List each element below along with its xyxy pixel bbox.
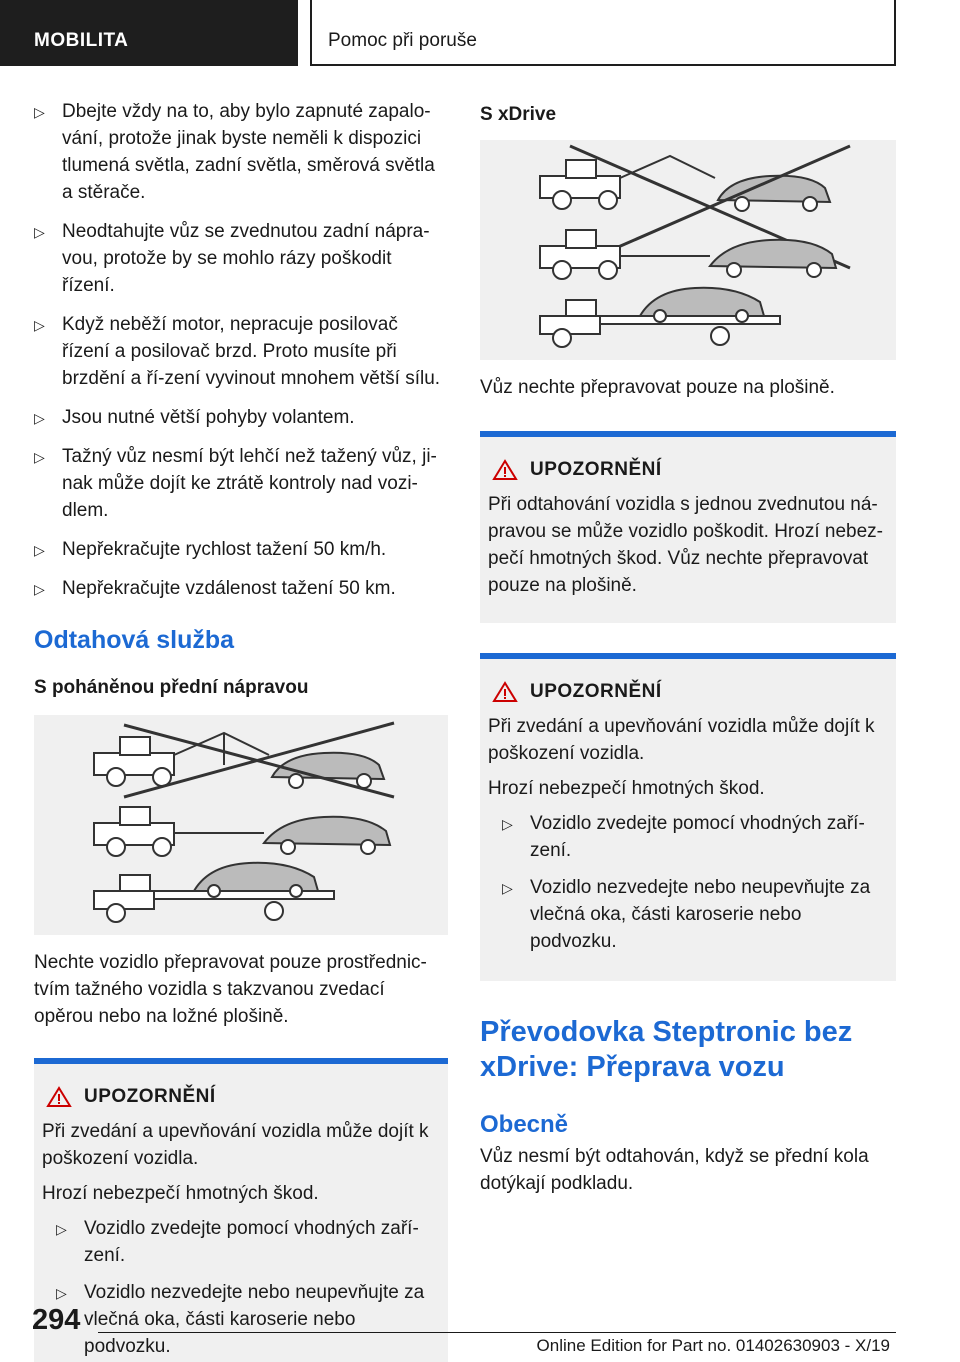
list-item: ▷ Dbejte vždy na to, aby bylo zapnuté zapalo‐vání, protože jinak byste neměli k dispozici tlumená světla, zadní světla, směrová světla a stěrače. bbox=[34, 101, 435, 203]
warning-title: UPOZORNĚNÍ bbox=[84, 1086, 216, 1107]
subsection-title: Obecně bbox=[480, 1111, 569, 1138]
triangle-right-icon: ▷ bbox=[34, 410, 45, 426]
warning-text: Hrozí nebezpečí hmotných škod. bbox=[42, 1183, 319, 1204]
right-column bbox=[480, 98, 896, 1197]
body-paragraph: Vůz nesmí být odtahován, když se přední kola dotýkají podkladu. bbox=[480, 1146, 869, 1194]
warning-text: Při zvedání a upevňování vozidla může dojít k poškození vozidla. bbox=[42, 1121, 429, 1169]
warning-text: Při odtahování vozidla s jednou zvednutou ná‐pravou se může vozidlo poškodit. Hrozí nebez‐pečí hmotných škod. Vůz nechte přepravovat pouze na plošině. bbox=[488, 494, 883, 596]
figure-caption: Nechte vozidlo přepravovat pouze prostřednic‐tvím tažného vozidla s takzvanou zvedací opěrou nebo na ložné plošině. bbox=[34, 952, 427, 1027]
chapter-tab bbox=[310, 0, 896, 66]
figure-caption: Vůz nechte přepravovat pouze na plošině. bbox=[480, 377, 835, 398]
subsection-title: S xDrive bbox=[480, 104, 557, 125]
warning-triangle-icon bbox=[492, 681, 518, 703]
list-item: ▷ Nepřekračujte vzdálenost tažení 50 km. bbox=[34, 575, 448, 602]
list-item: ▷ Vozidlo nezvedejte nebo neupevňujte za vlečná oka, části karoserie nebo podvozku. bbox=[56, 1282, 425, 1357]
list-item: ▷ Nepřekračujte rychlost tažení 50 km/h. bbox=[34, 536, 448, 563]
triangle-right-icon: ▷ bbox=[56, 1221, 67, 1237]
left-column bbox=[34, 98, 448, 1362]
triangle-right-icon: ▷ bbox=[34, 542, 45, 558]
warning-title: UPOZORNĚNÍ bbox=[530, 681, 662, 702]
footer-divider bbox=[98, 1332, 896, 1333]
subsection-title: S poháněnou přední nápravou bbox=[34, 677, 309, 698]
warning-box bbox=[480, 653, 896, 981]
triangle-right-icon: ▷ bbox=[56, 1285, 67, 1301]
list-item: ▷ Když neběží motor, nepracuje posilovač řízení a posilovač brzd. Proto musíte při brzdění a ří‐zení vyvinout mnohem větší sílu. bbox=[34, 314, 441, 389]
warning-text: Hrozí nebezpečí hmotných škod. bbox=[488, 778, 765, 799]
towing-illustration-front bbox=[34, 715, 448, 935]
triangle-right-icon: ▷ bbox=[34, 449, 45, 465]
warning-box bbox=[480, 431, 896, 623]
warning-text: Při zvedání a upevňování vozidla může dojít k poškození vozidla. bbox=[488, 716, 875, 764]
page-header bbox=[0, 0, 960, 66]
list-item: ▷ Tažný vůz nesmí být lehčí než tažený vůz, ji‐nak může dojít ke ztrátě kontroly nad vozi‐dlem. bbox=[34, 446, 437, 521]
triangle-right-icon: ▷ bbox=[502, 880, 513, 896]
triangle-right-icon: ▷ bbox=[502, 816, 513, 832]
list-item: ▷ Jsou nutné větší pohyby volantem. bbox=[34, 404, 448, 431]
list-item: ▷ Vozidlo zvedejte pomocí vhodných zaří‐zení. bbox=[56, 1218, 419, 1266]
tow-trucks-illustration bbox=[480, 140, 896, 360]
warning-triangle-icon bbox=[492, 459, 518, 481]
warning-list bbox=[502, 810, 888, 955]
section-label: MOBILITA bbox=[34, 30, 129, 51]
edition-note: Online Edition for Part no. 01402630903 - X/19 bbox=[536, 1336, 890, 1355]
triangle-right-icon: ▷ bbox=[34, 224, 45, 240]
towing-illustration-xdrive bbox=[480, 140, 896, 360]
list-item: ▷ Neodtahujte vůz se zvednutou zadní nápra‐vou, protože by se mohlo rázy poškodit řízení. bbox=[34, 221, 430, 296]
list-item: ▷ Vozidlo nezvedejte nebo neupevňujte za vlečná oka, části karoserie nebo podvozku. bbox=[502, 877, 871, 952]
triangle-right-icon: ▷ bbox=[34, 581, 45, 597]
tow-trucks-illustration bbox=[34, 715, 448, 935]
triangle-right-icon: ▷ bbox=[34, 104, 45, 120]
section-tab bbox=[0, 0, 298, 66]
warning-title: UPOZORNĚNÍ bbox=[530, 459, 662, 480]
section-title: Převodovka Steptronic bez xDrive: Přeprava vozu bbox=[480, 1016, 853, 1083]
list-item: ▷ Vozidlo zvedejte pomocí vhodných zaří‐zení. bbox=[502, 813, 865, 861]
triangle-right-icon: ▷ bbox=[34, 317, 45, 333]
page-footer bbox=[0, 1296, 960, 1362]
towing-tips-list bbox=[34, 98, 448, 602]
warning-triangle-icon bbox=[46, 1086, 72, 1108]
chapter-label: Pomoc při poruše bbox=[328, 30, 477, 51]
section-title: Odtahová služba bbox=[34, 626, 235, 654]
page-number: 294 bbox=[32, 1304, 81, 1336]
